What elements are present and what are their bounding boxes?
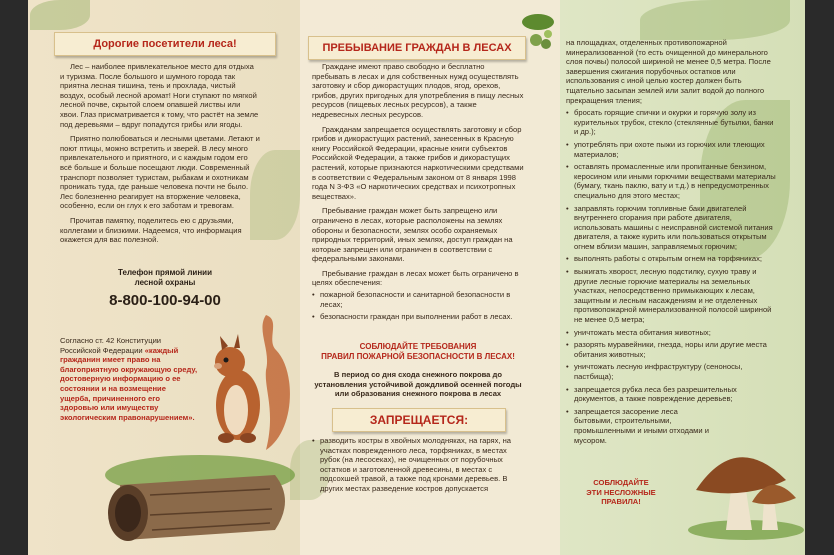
list-item: • выполнять работы с открытым огнем на торфяниках; — [566, 254, 776, 264]
forbidden-header: ЗАПРЕЩАЕТСЯ: — [332, 408, 506, 432]
log-illustration — [100, 445, 300, 545]
phone-block — [90, 268, 240, 309]
right-intro: на площадках, отделенных противопожарной минерализованной (то есть очищенной до минерального слоя почвы) полосой шириной не менее 0,5 метра. После завершения сжигания порубочных остатков или использования с иной целью костер должен быть тщательно засыпан землей или залит водой до полного прекращения тления; — [566, 38, 771, 105]
left-header: Дорогие посетители леса! — [54, 32, 276, 56]
list-item: • разводить костры в хвойных молодняках, на гарях, на участках поврежденного леса, торфяниках, в местах рубок (на лесосеках), не очищенных от порубочных остатков и заготовленной древесины, в местах с подсохшей травой, а также под кронами деревьев. В других местах разведение костров допускается — [312, 436, 524, 494]
list-item: • запрещается засорение леса бытовыми, строительными, промышленными и иными отходами и мусором. — [566, 407, 714, 445]
list-item: • запрещается рубка леса без разрешительных документов, а также повреждение деревьев; — [566, 385, 776, 404]
fire-rules-line: СОБЛЮДАЙТЕ ТРЕБОВАНИЯ — [359, 342, 477, 351]
list-item: • употреблять при охоте пыжи из горючих или тлеющих материалов; — [566, 140, 776, 159]
middle-paragraph: Пребывание граждан может быть запрещено или ограничено в лесах, которые расположены на землях обороны и безопасности, землях особо охраняемых природных территорий, иных землях, доступ граждан на которые запрещен или ограничен в соответствии с федеральными законами. — [312, 206, 513, 264]
middle-paragraph: Пребывание граждан в лесах может быть ограничено в целях обеспечения: — [312, 268, 519, 288]
constitution-quote: «каждый гражданин имеет право на благоприятную окружающую среду, достоверную информацию о ее состоянии и на возмещение ущерба, причиненного его здоровью или имуществу экологическим правонарушением». — [60, 345, 198, 422]
middle-paragraph: Гражданам запрещается осуществлять заготовку и сбор грибов и дикорастущих растений, занесенных в Красную книгу Российской Федерации, красные книги субъектов Российской Федерации, а также грибов и дикорастущих растений, которые признаются наркотическими средствами в соответствии с Федеральным законом от 8 января 1998 года N 3-ФЗ «О наркотических средствах и психотропных веществах». — [312, 124, 524, 201]
list-item: • выжигать хворост, лесную подстилку, сухую траву и другие лесные горючие материалы на земельных участках, непосредственно примыкающих к лесам, защитным и лесным насаждениям и не отделенных противопожарной минерализованной полосой шириной не менее 0,5 метра; — [566, 267, 776, 325]
list-item: • разорять муравейники, гнезда, норы или другие места обитания животных; — [566, 340, 776, 359]
closing-slogan — [566, 478, 676, 507]
fire-rules-title — [312, 342, 524, 362]
constitution-note — [60, 336, 198, 422]
fire-rules-line: ПРАВИЛ ПОЖАРНОЙ БЕЗОПАСНОСТИ В ЛЕСАХ! — [321, 352, 515, 361]
list-item: • уничтожать места обитания животных; — [566, 328, 776, 338]
left-paragraph: Лес – наиболее привлекательное место для отдыха и туризма. После большого и шумного города так приятна лесная тишина, тень и прохлада, чистый воздух, особый лесной аромат! Ноги ступают по мягкой лесной почве, скрытой слоем опавшей листвы или хвои. Глаз присматривается к тому, что растёт на земле под деревьями – вдруг попадутся грибы или ягоды. — [60, 62, 259, 129]
list-item: • безопасности граждан при выполнении работ в лесах. — [312, 312, 524, 322]
mushroom-illustration — [686, 430, 806, 540]
list-item: • пожарной безопасности и санитарной безопасности в лесах; — [312, 290, 524, 309]
constitution-prefix: Согласно ст. 42 Конституции Российской Федерации — [60, 336, 162, 355]
middle-header: ПРЕБЫВАНИЕ ГРАЖДАН В ЛЕСАХ — [308, 36, 526, 60]
list-item: • заправлять горючим топливные баки двигателей внутреннего сгорания при работе двигателя, использовать машины с неисправной системой питания двигателя, а также курить или пользоваться открытым огнем вблизи машин, заправляемых горючим; — [566, 204, 776, 252]
right-text — [566, 38, 776, 448]
phone-label: Телефон прямой линии — [118, 268, 212, 277]
leaf-decoration — [640, 0, 790, 40]
left-paragraph: Приятно полюбоваться и лесными цветами. Летают и поют птицы, можно встретить и зверей. В лесу много привлекательного и приятного, и с каждым годом его всё больше и больше посещают люди. Современный транспорт позволяет туристам, рыбакам и охотникам проникать туда, где раньше человека почти не было. Лес болезненно реагирует на вторжение человека, особенно, если он глух к его заботам и тревогам. — [60, 134, 260, 211]
closing-line: СОБЛЮДАЙТЕ — [593, 478, 649, 487]
left-paragraph: Прочитав памятку, поделитесь ею с друзьями, коллегами и близкими. Надеемся, что информация окажется для вас полезной. — [60, 215, 242, 245]
squirrel-illustration — [196, 310, 296, 460]
hotline-phone: 8-800-100-94-00 — [109, 292, 221, 309]
list-item: • уничтожать лесную инфраструктуру (сеноносы, пастбища); — [566, 362, 776, 381]
phone-label: лесной охраны — [134, 278, 196, 287]
restriction-list — [312, 290, 524, 322]
list-item: • оставлять промасленные или пропитанные бензином, керосином или иными горючими веществами материалы (бумагу, ткань паклю, вату и т.д.) в непредусмотренных специально для этого местах; — [566, 162, 776, 200]
berries-icon — [518, 10, 568, 55]
forbidden-first — [312, 436, 524, 497]
middle-text — [312, 62, 524, 325]
leaf-decoration — [30, 0, 90, 30]
middle-paragraph: Граждане имеют право свободно и бесплатно пребывать в лесах и для собственных нужд осуществлять заготовку и сбор дикорастущих плодов, ягод, орехов, грибов, других пригодных для употребления в пищу лесных ресурсов (пищевых лесных ресурсов), а также недревесных лесных ресурсов. — [312, 62, 524, 119]
forbidden-list — [566, 108, 776, 445]
period-text: В период со дня схода снежного покрова до установления устойчивой дождливой осенней погоды или образования снежного покрова в лесах — [314, 370, 522, 399]
list-item: • бросать горящие спички и окурки и горячую золу из курительных трубок, стекло (стеклянные бутылки, банки и др.); — [566, 108, 776, 137]
left-text — [60, 62, 260, 250]
closing-line: ЭТИ НЕСЛОЖНЫЕ ПРАВИЛА! — [586, 487, 656, 507]
